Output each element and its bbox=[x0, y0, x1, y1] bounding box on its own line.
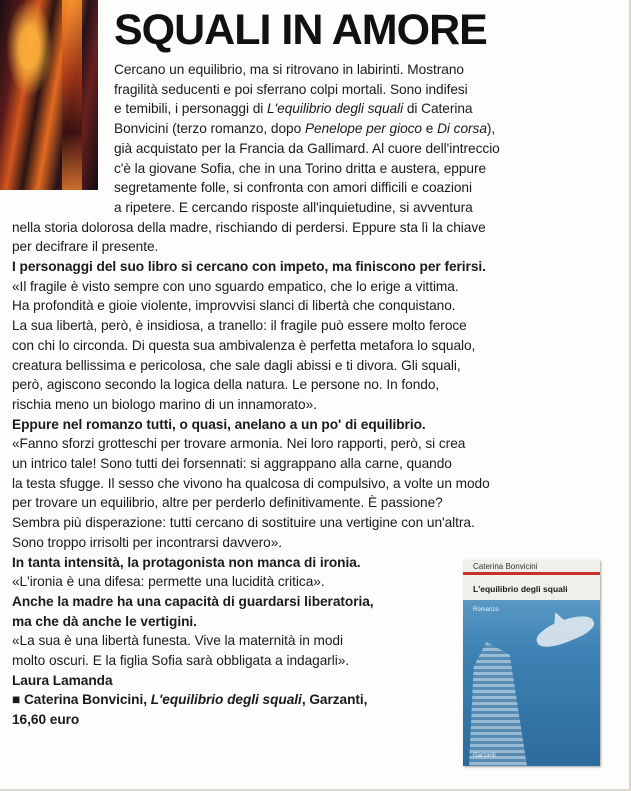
text-line bbox=[114, 80, 468, 100]
text-segment: Laura Lamanda bbox=[12, 672, 113, 688]
text-line bbox=[12, 237, 158, 257]
text-segment: «La sua è una libertà funesta. Vive la maternità in modi bbox=[12, 633, 343, 649]
text-segment: segretamente folle, si confronta con amori difficili e coazioni bbox=[114, 180, 472, 196]
text-line bbox=[12, 710, 79, 730]
tower-illustration bbox=[469, 642, 527, 766]
text-segment: però, agiscono secondo la logica della natura. Le persone no. In fondo, bbox=[12, 377, 440, 393]
text-line bbox=[12, 316, 467, 336]
text-line bbox=[114, 198, 473, 218]
text-segment: ma che dà anche le vertigini. bbox=[12, 613, 197, 629]
text-line bbox=[12, 375, 439, 395]
text-segment: «Il fragile è visto sempre con uno sguardo empatico, che lo erige a vittima. bbox=[12, 278, 459, 294]
text-line bbox=[12, 277, 459, 297]
text-segment: L'equilibrio degli squali bbox=[267, 101, 404, 117]
text-segment: ), bbox=[486, 121, 496, 137]
text-segment: , Garzanti, bbox=[301, 692, 368, 708]
text-line bbox=[12, 612, 197, 632]
text-line bbox=[12, 257, 486, 277]
text-line bbox=[12, 336, 475, 356]
text-segment: per decifrare il presente. bbox=[12, 239, 159, 255]
text-segment: creatura bellissima e pericolosa, che sale dagli abissi e ti divora. Gli squali, bbox=[12, 357, 461, 373]
text-segment: Anche la madre ha una capacità di guardarsi liberatoria, bbox=[12, 593, 374, 609]
text-line bbox=[114, 178, 472, 198]
text-segment: L'equilibrio degli squali bbox=[150, 692, 302, 708]
text-segment: Eppure nel romanzo tutti, o quasi, anelano a un po' di equilibrio. bbox=[12, 416, 426, 432]
book-cover-publisher: Garzanti bbox=[473, 753, 496, 759]
book-cover-title: L'equilibrio degli squali bbox=[473, 584, 568, 594]
text-segment: Sono troppo irrisolti per incontrarsi davvero». bbox=[12, 534, 283, 550]
text-segment: di Caterina bbox=[403, 101, 473, 117]
text-segment: ■ Caterina Bonvicini, bbox=[12, 692, 151, 708]
text-line bbox=[12, 296, 456, 316]
text-line bbox=[12, 690, 367, 710]
text-line bbox=[12, 415, 426, 435]
book-cover-genre: Romanzo bbox=[473, 607, 499, 613]
text-segment: e temibili, i personaggi di bbox=[114, 101, 268, 117]
text-segment: «L'ironia è una difesa: permette una lucidità critica». bbox=[12, 574, 325, 590]
text-segment: Sembra più disperazione: tutti cercano di sostituire una vertigine con un'altra. bbox=[12, 515, 475, 531]
text-segment: fragilità seducenti e poi sferrano colpi mortali. Sono indifesi bbox=[114, 81, 468, 97]
text-segment: con chi lo circonda. Di questa sua ambivalenza è perfetta metafora lo squalo, bbox=[12, 337, 476, 353]
book-cover bbox=[463, 560, 600, 766]
text-line bbox=[114, 119, 495, 139]
article-photo bbox=[0, 0, 98, 190]
text-line bbox=[114, 159, 486, 179]
text-segment: Di corsa bbox=[437, 121, 487, 137]
text-segment: nella storia dolorosa della madre, rischiando di perdersi. Eppure sta lì la chiave bbox=[12, 219, 486, 235]
text-segment: Ha profondità e gioie violente, improvvisi slanci di libertà che conquistano. bbox=[12, 298, 456, 314]
text-line bbox=[12, 218, 486, 238]
text-line bbox=[12, 592, 374, 612]
text-line bbox=[114, 60, 464, 80]
text-line bbox=[114, 99, 473, 119]
text-line bbox=[114, 139, 500, 159]
text-line bbox=[12, 395, 317, 415]
book-cover-author: Caterina Bonvicini bbox=[473, 562, 538, 571]
text-segment: per trovare un equilibrio, altre per perderlo definitivamente. È passione? bbox=[12, 495, 443, 511]
text-line bbox=[12, 671, 113, 691]
shark-illustration bbox=[533, 610, 597, 653]
article-title: SQUALI IN AMORE bbox=[114, 6, 487, 54]
text-segment: a ripetere. E cercando risposte all'inquietudine, si avventura bbox=[114, 199, 473, 215]
text-segment: I personaggi del suo libro si cercano con impeto, ma finiscono per ferirsi. bbox=[12, 259, 486, 274]
text-line bbox=[12, 454, 452, 474]
text-segment: molto oscuri. E la figlia Sofia sarà obbligata a indagarli». bbox=[12, 653, 350, 668]
text-segment: rischia meno un biologo marino di un innamorato». bbox=[12, 396, 317, 412]
text-segment: Bonvicini (terzo romanzo, dopo bbox=[114, 121, 305, 137]
text-segment: c'è la giovane Sofia, che in una Torino dritta e austera, eppure bbox=[114, 160, 487, 176]
text-segment: In tanta intensità, la protagonista non manca di ironia. bbox=[12, 554, 361, 570]
text-line bbox=[12, 533, 282, 553]
text-segment: La sua libertà, però, è insidiosa, a tranello: il fragile può essere molto feroce bbox=[12, 318, 467, 334]
text-segment: la testa sfugge. Il sesso che vivono ha qualcosa di compulsivo, a volte un modo bbox=[12, 475, 490, 491]
text-line bbox=[12, 356, 461, 376]
text-segment: e bbox=[422, 121, 438, 137]
text-line bbox=[12, 513, 475, 533]
text-line bbox=[12, 572, 325, 592]
text-segment: Cercano un equilibrio, ma si ritrovano in labirinti. Mostrano bbox=[114, 62, 464, 77]
text-line bbox=[12, 651, 349, 671]
text-line bbox=[12, 553, 361, 573]
text-line bbox=[12, 434, 465, 454]
text-line bbox=[12, 631, 343, 651]
text-segment: Penelope per gioco bbox=[304, 121, 422, 137]
text-segment: 16,60 euro bbox=[12, 712, 80, 728]
text-segment: «Fanno sforzi grotteschi per trovare armonia. Nei loro rapporti, però, si crea bbox=[12, 436, 466, 452]
text-line bbox=[12, 493, 443, 513]
text-line bbox=[12, 474, 490, 494]
book-cover-stripe bbox=[463, 572, 600, 575]
text-segment: già acquistato per la Francia da Gallimard. Al cuore dell'intreccio bbox=[114, 140, 500, 156]
text-segment: un intrico tale! Sono tutti dei forsennati: si aggrappano alla carne, quando bbox=[12, 456, 452, 471]
